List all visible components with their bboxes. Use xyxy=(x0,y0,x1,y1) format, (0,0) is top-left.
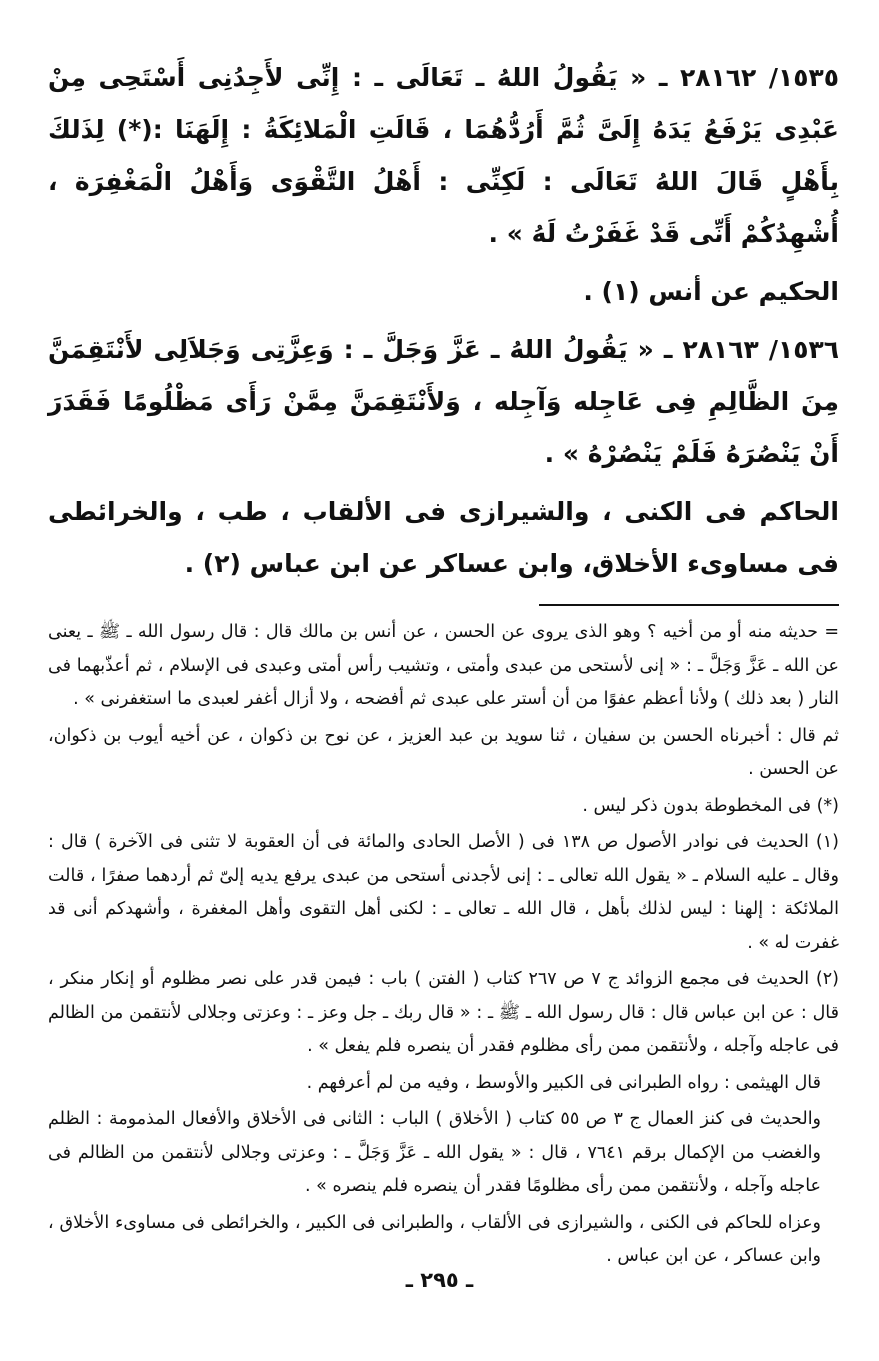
footnote-chain: ثم قال : أخبرناه الحسن بن سفيان ، ثنا سويد بن عبد العزيز ، عن نوح بن ذكوان ، عن أخيه أيوب بن ذكوان، عن الحسن . xyxy=(48,725,839,779)
hadith-1535-source: الحكيم عن أنس (١) . xyxy=(583,277,839,306)
footnote-2-attribution: وعزاه للحاكم فى الكنى ، والشيرازى فى الألقاب ، والطبرانى فى الكبير ، والخرائطى فى مساوىء الأخلاق ، وابن عساكر ، عن ابن عباس . xyxy=(48,1212,821,1266)
hadith-1536-text: ١٥٣٦/ ٢٨١٦٣ ـ « يَقُولُ اللهُ ـ عَزَّ وَجَلَّ ـ : وَعِزَّتِى وَجَلاَلِى لأَنْتَقِمَنَّ مِنَ الظَّالِمِ فِى عَاجِله وَآجِله ، وَلأَنْتَقِمَنَّ مِمَّنْ رَأَى مَظْلُومًا فَقَدَرَ أَنْ يَنْصُرَهُ فَلَمْ يَنْصُرْهُ » . xyxy=(48,335,839,468)
page-number: ـ ٢٩٥ ـ xyxy=(405,1268,474,1292)
footnote-2-main: (٢) الحديث فى مجمع الزوائد ج ٧ ص ٢٦٧ كتاب ( الفتن ) باب : فيمن قدر على نصر مظلوم أو إنكار منكر ، قال : عن ابن عباس قال : قال رسول الله ـ ﷺ ـ : « قال ربك ـ جل وعز ـ : وعزتى وجلالى لأنتقمن من الظالم فى عاجله وآجله ، ولأنتقمن ممن رأى مظلوم فقدر أن ينصره فلم يفعل » . xyxy=(48,969,839,1056)
footnote-asterisk: (*) فى المخطوطة بدون ذكر ليس . xyxy=(582,795,839,816)
footnote-continuation: = حديثه منه أو من أخيه ؟ وهو الذى يروى عن الحسن ، عن أنس بن مالك قال : قال رسول الله ـ ﷺ ـ يعنى عن الله ـ عَزَّ وَجَلَّ ـ : « إنى لأستحى من عبدى وأمتى ، وتشيب رأس أمتى وعبدى فى الإسلام ، ثم أعذّبهما فى النار ( بعد ذلك ) ولأنا أعظم عفوًا من أن أستر على عبدى ثم أفضحه ، ولا أزال أغفر لعبدى ما استغفرنى » . xyxy=(48,622,839,709)
hadith-1536-source: الحاكم فى الكنى ، والشيرازى فى الألقاب ، طب ، والخرائطى فى مساوىء الأخلاق، وابن عساكر عن ابن عباس (٢) . xyxy=(48,497,839,578)
hadith-1535-text: ١٥٣٥/ ٢٨١٦٢ ـ « يَقُولُ اللهُ ـ تَعَالَى ـ : إِنِّى لأَجِدُنِى أَسْتَحِى مِنْ عَبْدِى يَرْفَعُ يَدَهُ إِلَىَّ ثُمَّ أَرُدُّهُمَا ، قَالَتِ الْمَلائِكَةُ : إِلَهَنَا :(*) لِذَلكَ بِأَهْلٍ قَالَ اللهُ تَعَالَى : لَكِنِّى : أَهْلُ التَّقْوَى وَأَهْلُ الْمَغْفِرَة ، أُشْهِدُكُمْ أَنِّى قَدْ غَفَرْتُ لَهُ » . xyxy=(48,63,840,248)
footnote-separator xyxy=(539,604,839,606)
footnote-1: (١) الحديث فى نوادر الأصول ص ١٣٨ فى ( الأصل الحادى والمائة فى أن العقوبة لا تثنى فى الآخرة ) قال : وقال ـ عليه السلام ـ « يقول الله تعالى ـ : إنى لأجدنى أستحى من عبدى يرفع يديه إلىّ ثم أردهما صفرًا ، قالت الملائكة : إلهنا : ليس لذلك بأهل ، قال الله ـ تعالى ـ : لكنى أهل التقوى وأهل المغفرة ، وأشهدكم أنى قد غفرت له » . xyxy=(48,832,839,953)
footnote-2-haythami: قال الهيثمى : رواه الطبرانى فى الكبير والأوسط ، وفيه من لم أعرفهم . xyxy=(306,1072,821,1093)
footnote-2-kanz: والحديث فى كنز العمال ج ٣ ص ٥٥ كتاب ( الأخلاق ) الباب : الثانى فى الأخلاق والأفعال المذمومة : الظلم والغضب من الإكمال برقم ٧٦٤١ ، قال : « يقول الله ـ عَزَّ وَجَلَّ ـ : وعزتى وجلالى لأنتقمن من الظالم فى عاجله وآجله ، ولأنتقمن ممن رأى مظلومًا فقدر أن ينصره فلم ينصره » . xyxy=(48,1109,822,1196)
main-text xyxy=(48,52,839,590)
footnotes xyxy=(48,616,839,1274)
